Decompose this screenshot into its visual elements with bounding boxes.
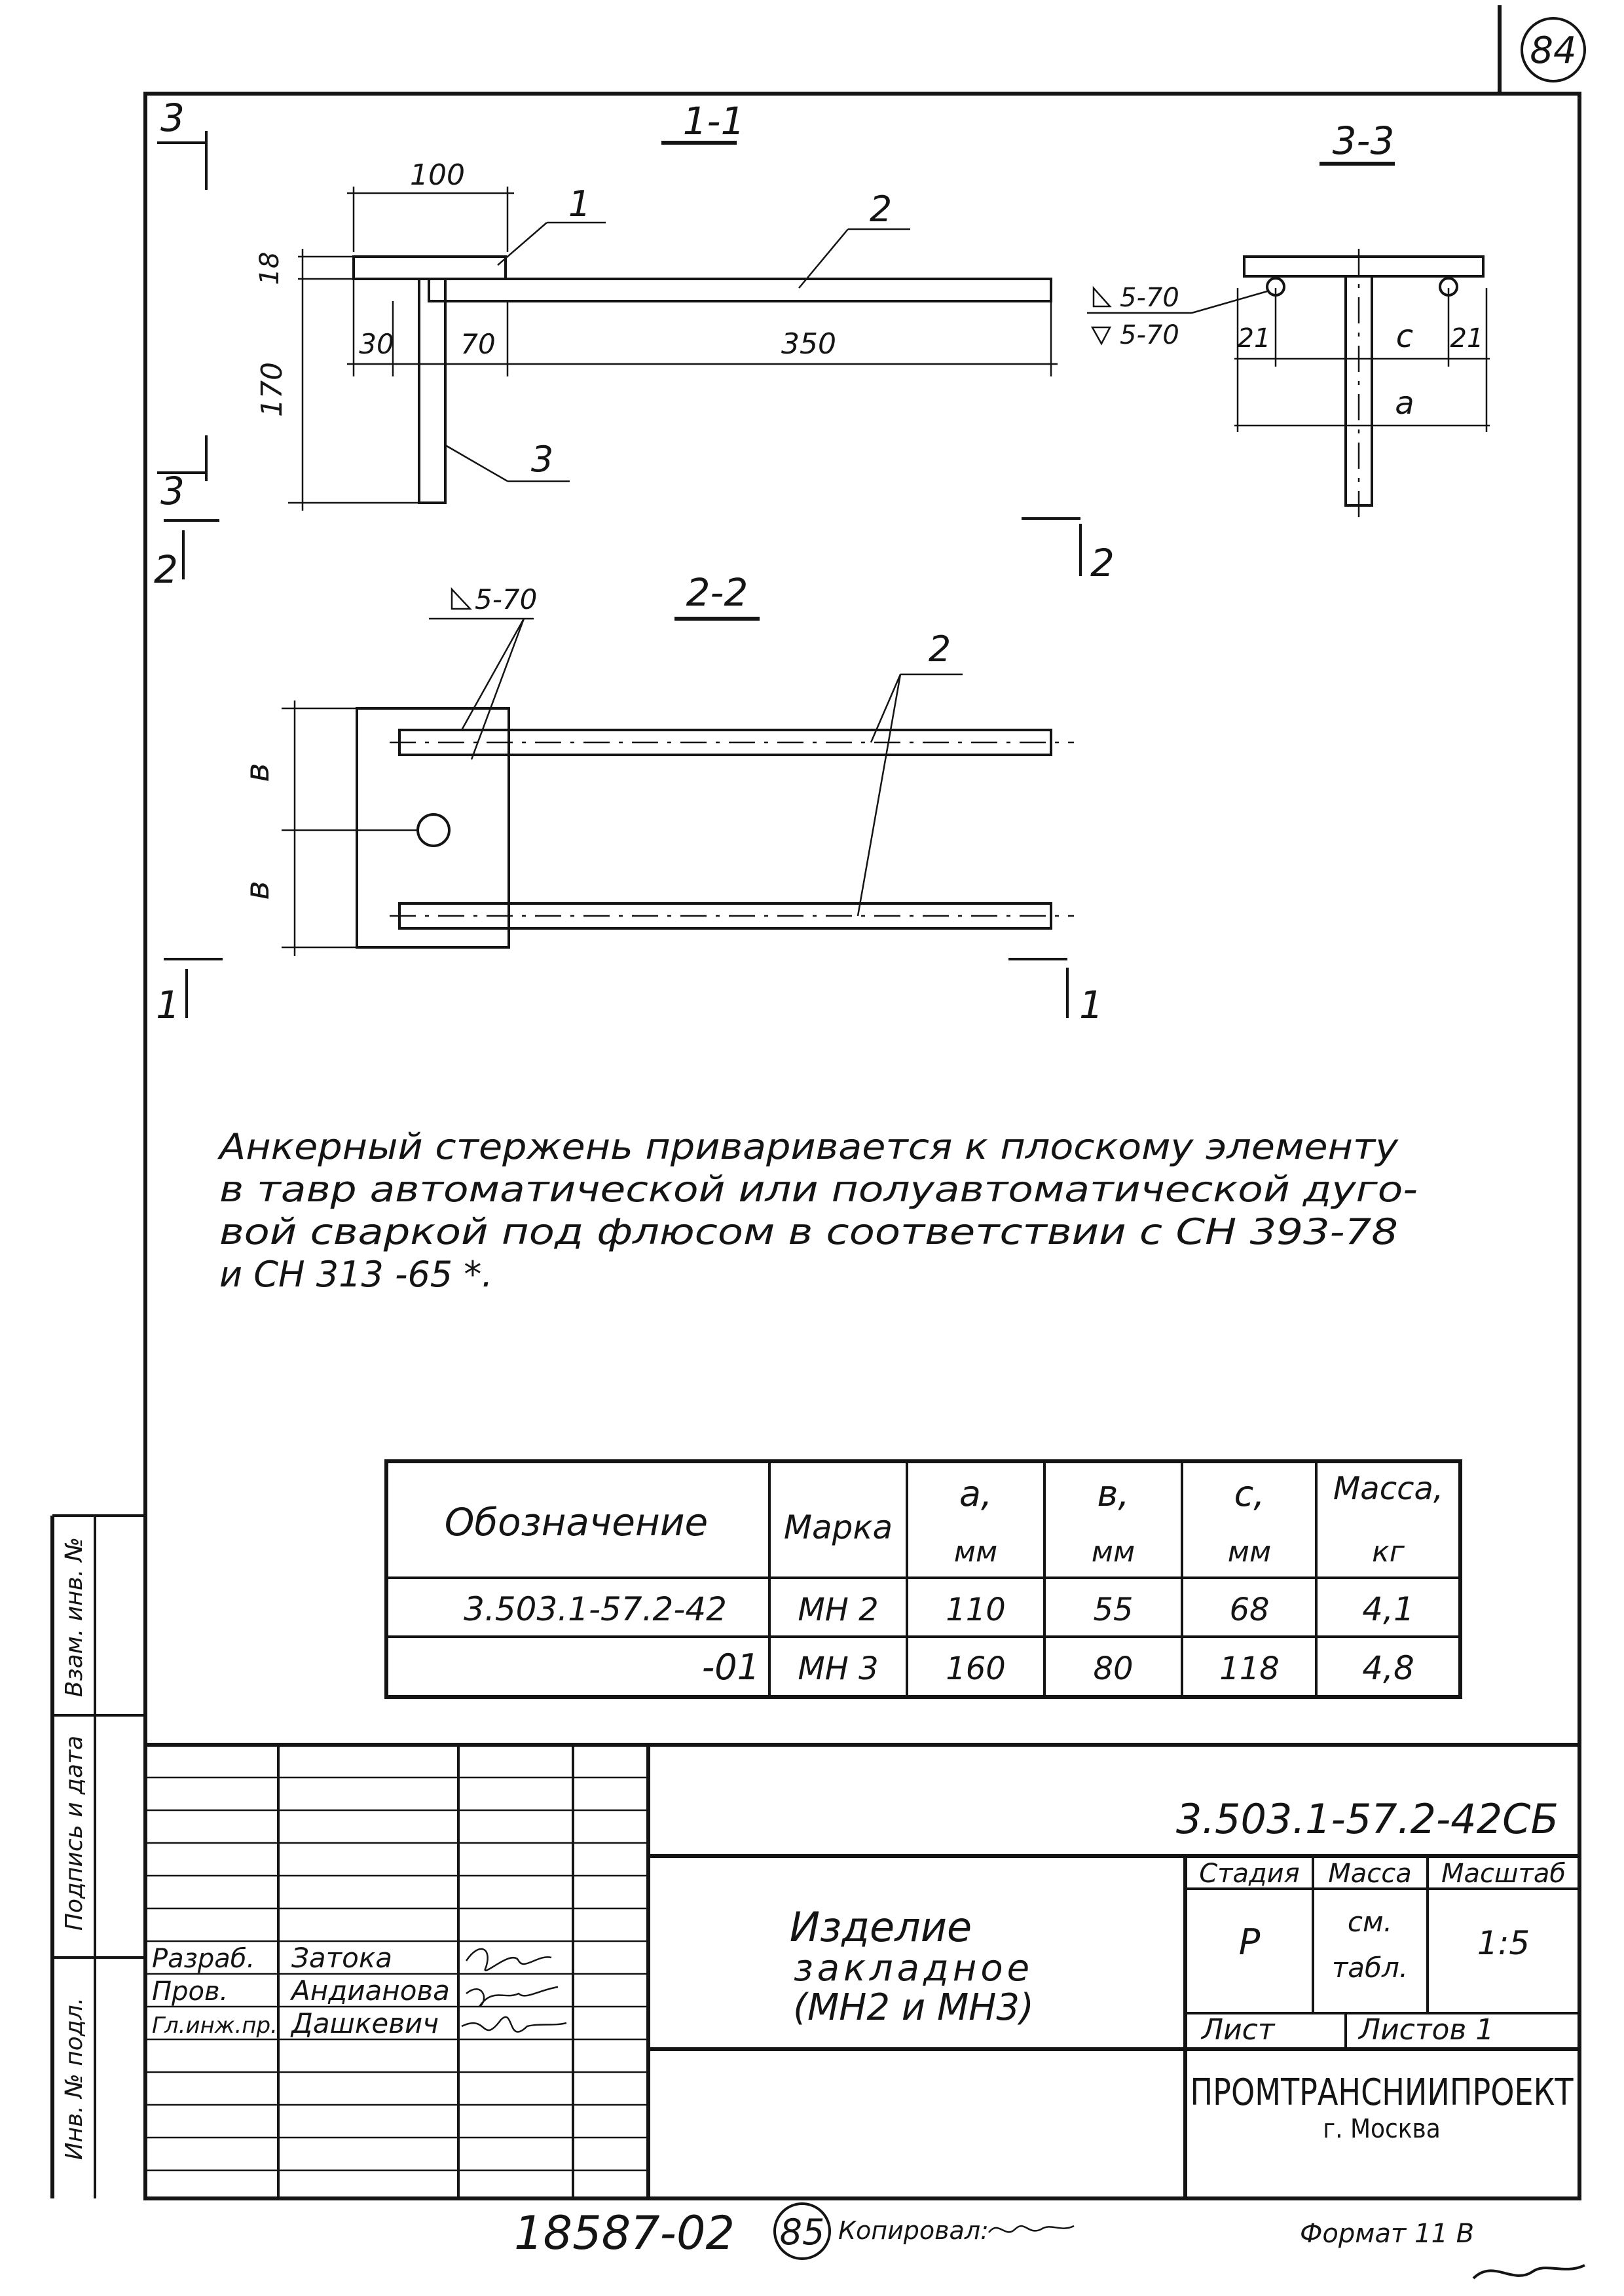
name-line-3: (МН2 и МН3) (793, 1986, 1034, 2029)
org-city: г. Москва (1323, 2114, 1441, 2144)
th-b-unit: мм (1091, 1535, 1135, 1569)
dim-100: 100 (410, 158, 465, 192)
copied-label: Копировал: (838, 2216, 989, 2245)
section-3-3 (1087, 118, 1490, 517)
note-line-3: вой сваркой под флюсом в соответствии с СН 393-78 (219, 1211, 1398, 1252)
row2-mark: МН 3 (798, 1650, 879, 1687)
row1-c: 68 (1229, 1592, 1270, 1628)
section-mark-3-bottom: 3 (160, 469, 185, 513)
signature-1 (466, 1949, 551, 1971)
dim-21-left: 21 (1237, 323, 1271, 354)
weld-note-1: 5-70 (1120, 283, 1179, 313)
side-field-3: Инв. № подл. (61, 1997, 88, 2160)
org-name: ПРОМТРАНСНИИПРОЕКТ (1190, 2071, 1574, 2114)
section-mark-1-right: 1 (1079, 983, 1103, 1027)
role-1: Разраб. (152, 1944, 255, 1974)
dim-b-bottom: в (238, 881, 276, 900)
note-line-2: в тавр автоматической или полуавтоматической дуго- (219, 1169, 1418, 1210)
row2-b: 80 (1093, 1650, 1134, 1687)
dim-18: 18 (255, 251, 285, 285)
section-1-1 (154, 96, 1115, 592)
pos-3-label: 3 (530, 439, 554, 480)
doc-code: 3.503.1-57.2-42СБ (1175, 1795, 1559, 1843)
row1-b: 55 (1093, 1592, 1134, 1628)
side-stamp (61, 1537, 88, 2160)
section-mark-1-left: 1 (156, 983, 180, 1027)
th-mass: Масса, (1333, 1470, 1444, 1507)
name-3: Дашкевич (291, 2007, 439, 2039)
row2-designation: -01 (701, 1647, 760, 1688)
note-line-1: Анкерный стержень приваривается к плоскому элементу (217, 1126, 1399, 1167)
th-c-unit: мм (1227, 1535, 1272, 1569)
stage-label: Стадия (1199, 1859, 1300, 1889)
mass-value-2: табл. (1331, 1952, 1409, 1984)
section-1-1-title: 1-1 (682, 99, 745, 143)
row1-mark: МН 2 (798, 1592, 879, 1628)
sheet-number-bottom: 85 (779, 2212, 825, 2253)
note-block (217, 1126, 1418, 1295)
section-mark-3-top: 3 (160, 96, 185, 140)
weld-note-3: 5-70 (475, 583, 538, 615)
row2-a: 160 (946, 1650, 1006, 1687)
dim-21-right: 21 (1450, 323, 1484, 354)
dim-170: 170 (255, 362, 289, 417)
name-2: Андианова (291, 1975, 450, 2007)
title-block (145, 1745, 1579, 2198)
plate-section (354, 257, 506, 279)
copier-signature (989, 2226, 1074, 2232)
corner-mark (1473, 2265, 1585, 2278)
name-line-2: закладное (793, 1947, 1034, 1990)
th-a: а, (959, 1473, 993, 1514)
row1-a: 110 (946, 1592, 1006, 1628)
th-c: с, (1234, 1473, 1265, 1514)
th-a-unit: мм (953, 1535, 998, 1569)
signature-3 (462, 2017, 566, 2032)
row1-mass: 4,1 (1362, 1590, 1414, 1628)
plate-3-3 (1244, 257, 1483, 276)
section-mark-2-right: 2 (1090, 541, 1115, 585)
stage-value: Р (1238, 1922, 1261, 1963)
pos-2-plan-label: 2 (928, 629, 951, 670)
dim-350: 350 (781, 327, 836, 361)
spec-table (386, 1461, 1460, 1697)
sheet-number-top: 84 (1530, 29, 1577, 72)
sheet-label: Лист (1202, 2013, 1275, 2047)
format-label: Формат 11 В (1300, 2219, 1475, 2249)
th-designation: Обозначение (444, 1500, 709, 1544)
row2-c: 118 (1219, 1650, 1280, 1687)
section-2-2-title: 2-2 (686, 570, 748, 615)
role-2: Пров. (152, 1977, 229, 2007)
dim-a: a (1395, 385, 1414, 422)
mass-value-1: см. (1347, 1906, 1393, 1938)
th-mark: Марка (783, 1508, 893, 1546)
pos-2-label: 2 (869, 189, 893, 230)
th-b: в, (1097, 1473, 1130, 1514)
weld-note-2: 5-70 (1120, 320, 1179, 350)
section-mark-2-left: 2 (154, 547, 178, 592)
sheets-label: Листов 1 (1359, 2013, 1494, 2047)
pos-1-label: 1 (568, 183, 591, 225)
section-3-3-title: 3-3 (1332, 118, 1395, 163)
anchor-rod-section (419, 279, 445, 503)
name-1: Затока (291, 1942, 392, 1974)
row2-mass: 4,8 (1362, 1649, 1414, 1687)
plate-plan (357, 708, 509, 947)
side-field-2: Подпись и дата (61, 1735, 88, 1931)
name-line-1: Изделие (789, 1903, 972, 1951)
bar-section (429, 279, 1051, 301)
dim-b-top: в (238, 763, 276, 782)
row1-designation: 3.503.1-57.2-42 (464, 1590, 727, 1628)
dim-30: 30 (359, 328, 394, 360)
dim-c: c (1395, 318, 1414, 355)
dim-70: 70 (460, 328, 496, 360)
scale-value: 1:5 (1477, 1924, 1530, 1962)
footer (514, 2204, 1585, 2278)
note-line-4: и СН 313 -65 *. (219, 1254, 493, 1295)
anchor-hole (418, 814, 449, 846)
archive-number: 18587-02 (514, 2206, 735, 2260)
mass-label: Масса (1328, 1859, 1412, 1889)
role-3: Гл.инж.пр. (152, 2013, 278, 2039)
th-mass-unit: кг (1372, 1535, 1405, 1569)
scale-label: Масштаб (1441, 1859, 1566, 1889)
signature-2 (466, 1987, 558, 2007)
section-2-2 (156, 570, 1103, 1027)
side-field-1: Взам. инв. № (61, 1537, 88, 1698)
